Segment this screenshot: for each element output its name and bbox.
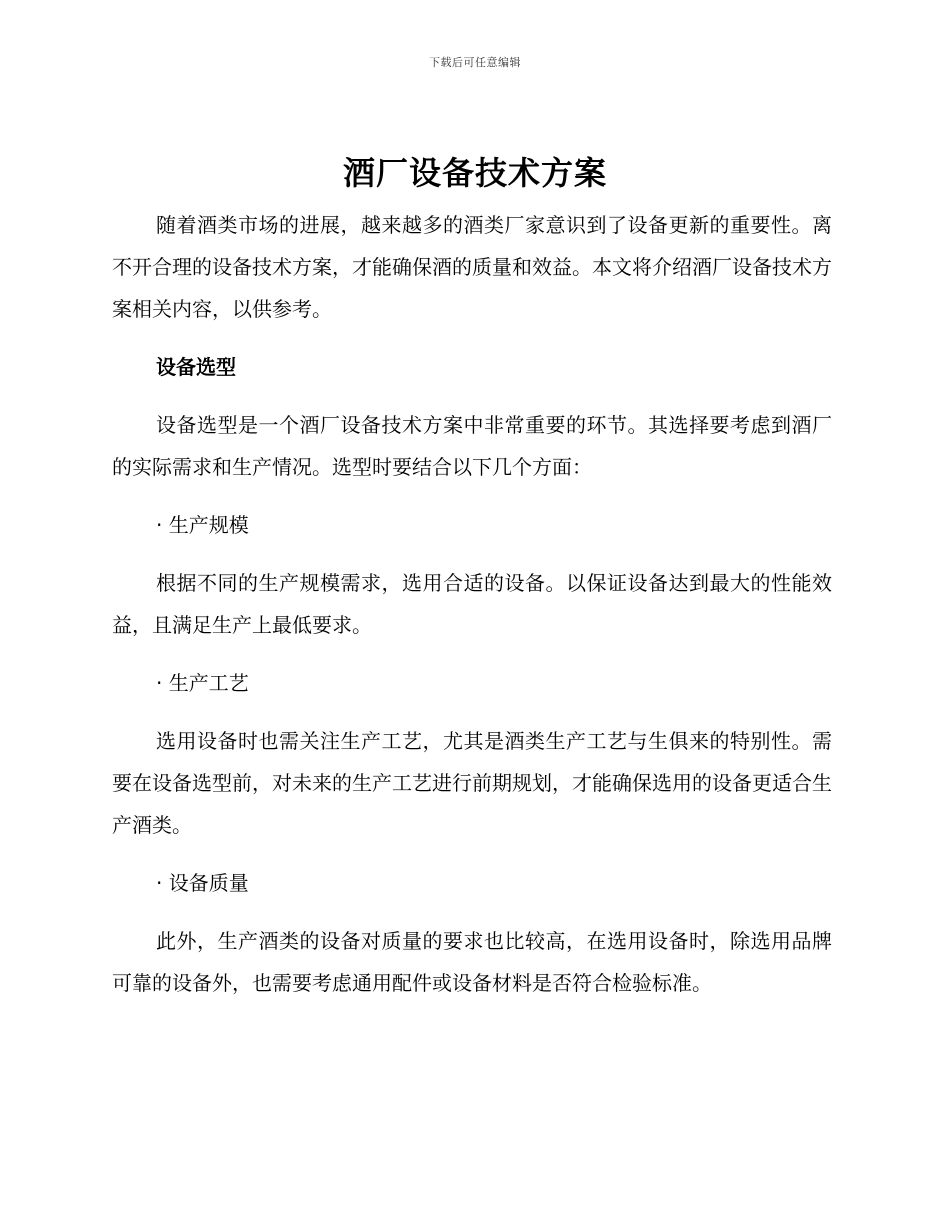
- document-body: [112, 204, 832, 1020]
- bullet-equipment-quality: · 设备质量: [156, 871, 249, 895]
- section-heading-equipment-selection: 设备选型: [156, 355, 236, 379]
- document-title: 酒厂设备技术方案: [342, 154, 607, 192]
- paragraph-equipment-quality: 此外，生产酒类的设备对质量的要求也比较高，在选用设备时，除选用品牌可靠的设备外，也需要考虑通用配件或设备材料是否符合检验标准。: [112, 929, 832, 995]
- paragraph-production-process: 选用设备时也需关注生产工艺，尤其是酒类生产工艺与生俱来的特别性。需要在设备选型前，对未来的生产工艺进行前期规划，才能确保选用的设备更适合生产酒类。: [112, 729, 832, 837]
- section-intro-paragraph: 设备选型是一个酒厂设备技术方案中非常重要的环节。其选择要考虑到酒厂的实际需求和生产情况。选型时要结合以下几个方面：: [112, 413, 832, 479]
- bullet-production-process: · 生产工艺: [156, 671, 249, 695]
- intro-paragraph: 随着酒类市场的进展，越来越多的酒类厂家意识到了设备更新的重要性。离不开合理的设备技术方案，才能确保酒的质量和效益。本文将介绍酒厂设备技术方案相关内容，以供参考。: [112, 213, 832, 321]
- bullet-production-scale: · 生产规模: [156, 513, 249, 537]
- page-header: 下载后可任意编辑: [429, 56, 521, 69]
- paragraph-production-scale: 根据不同的生产规模需求，选用合适的设备。以保证设备达到最大的性能效益，且满足生产上最低要求。: [112, 571, 832, 637]
